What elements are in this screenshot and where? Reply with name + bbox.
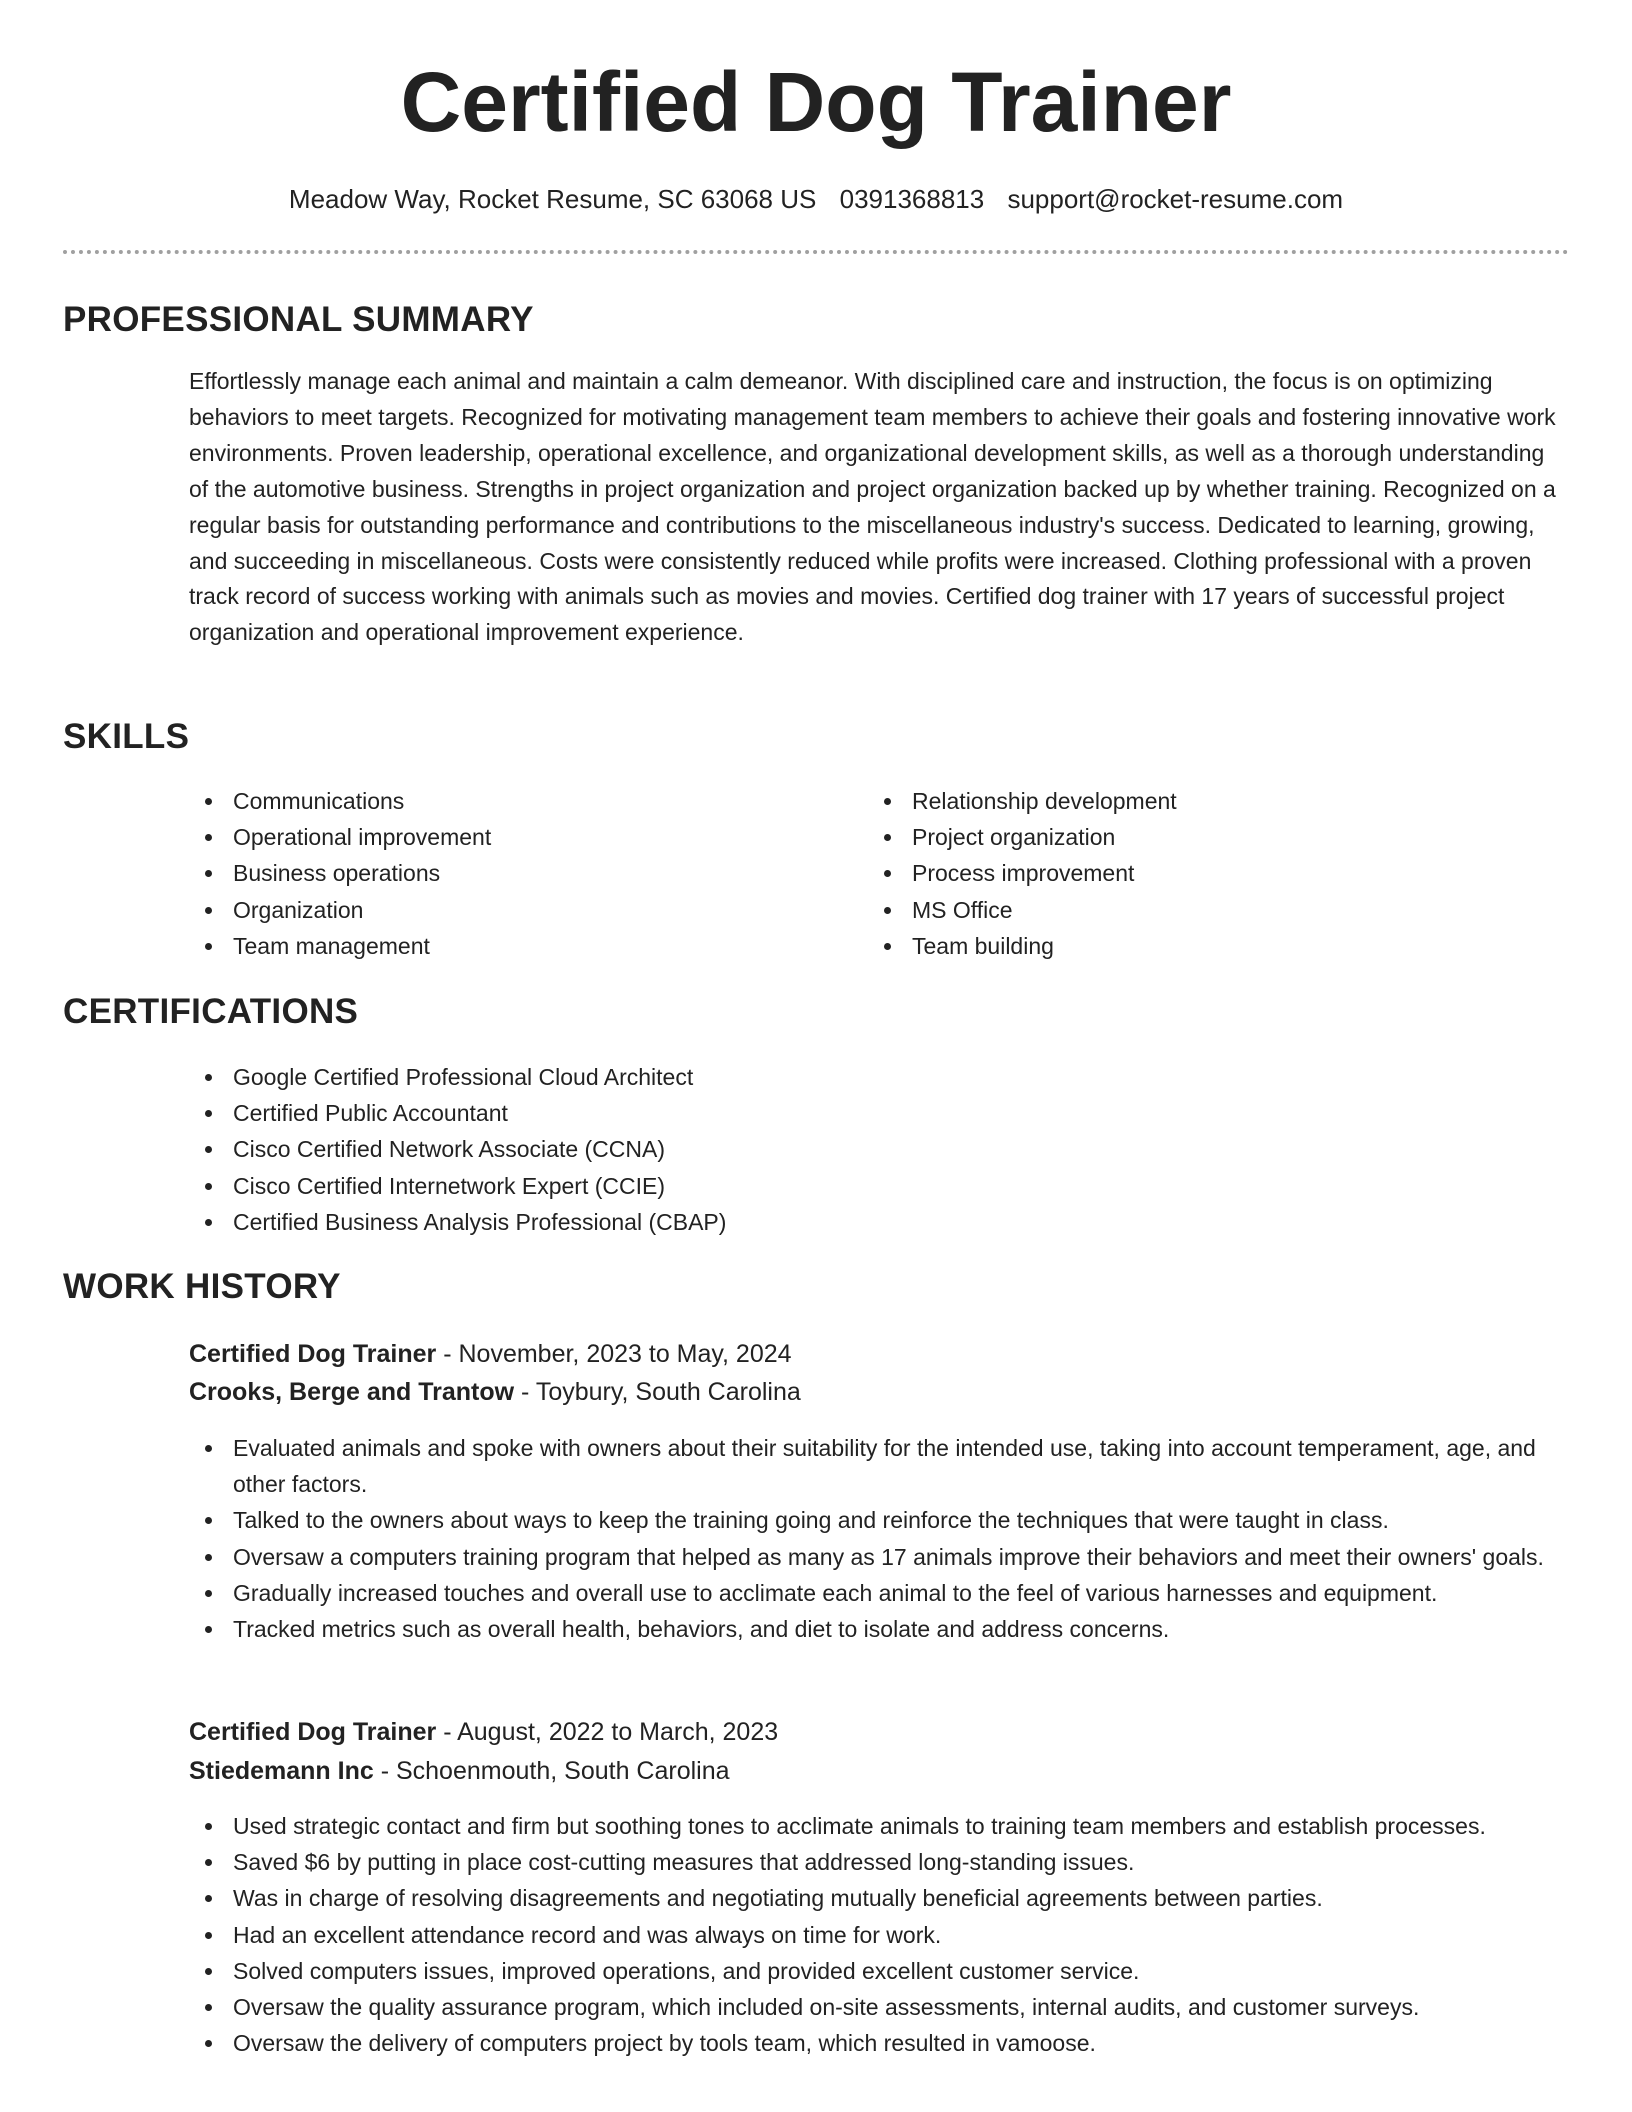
job-company: Crooks, Berge and Trantow: [189, 1378, 515, 1406]
header-divider: [63, 250, 1569, 254]
job-bullets: [189, 1808, 1569, 2061]
section-title-certifications: CERTIFICATIONS: [63, 992, 359, 1031]
job-company: Stiedemann Inc: [189, 1757, 374, 1785]
job-dates: - November, 2023 to May, 2024: [436, 1340, 792, 1368]
job-bullet: Was in charge of resolving disagreements and negotiating mutually beneficial agreements between parties.: [189, 1880, 1569, 1916]
job-bullet: Used strategic contact and firm but soothing tones to acclimate animals to training team members and establish processes.: [189, 1808, 1569, 1844]
job-dates: - August, 2022 to March, 2023: [436, 1718, 779, 1746]
job-company-line: [189, 1752, 730, 1790]
job-bullet: Evaluated animals and spoke with owners about their suitability for the intended use, taking into account temperament, age, and other factors.: [189, 1430, 1569, 1502]
certification-item: Google Certified Professional Cloud Architect: [189, 1059, 1489, 1095]
section-title-work-history: WORK HISTORY: [63, 1267, 341, 1306]
job-location: - Toybury, South Carolina: [514, 1378, 801, 1406]
job-bullet: Saved $6 by putting in place cost-cutting measures that addressed long-standing issues.: [189, 1844, 1569, 1880]
job-bullet: Tracked metrics such as overall health, behaviors, and diet to isolate and address concerns.: [189, 1611, 1569, 1647]
certification-item: Certified Business Analysis Professional (CBAP): [189, 1204, 1489, 1240]
skill-item: Organization: [189, 892, 829, 928]
job-bullet: Oversaw the quality assurance program, which included on-site assessments, internal audits, and customer surveys.: [189, 1989, 1569, 2025]
certification-item: Cisco Certified Network Associate (CCNA): [189, 1131, 1489, 1167]
job-title: Certified Dog Trainer: [189, 1340, 437, 1368]
certification-item: Certified Public Accountant: [189, 1095, 1489, 1131]
job-bullet: Oversaw a computers training program that helped as many as 17 animals improve their behaviors and meet their owners' goals.: [189, 1539, 1569, 1575]
skill-item: Team management: [189, 928, 829, 964]
job-bullet: Had an excellent attendance record and was always on time for work.: [189, 1917, 1569, 1953]
skill-item: Business operations: [189, 855, 829, 891]
certification-item: Cisco Certified Internetwork Expert (CCIE): [189, 1168, 1489, 1204]
job-title-line: [189, 1335, 792, 1373]
job-location: - Schoenmouth, South Carolina: [373, 1757, 730, 1785]
skill-item: Communications: [189, 783, 829, 819]
section-title-skills: SKILLS: [63, 717, 190, 756]
contact-address: Meadow Way, Rocket Resume, SC 63068 US: [288, 184, 817, 214]
job-bullet: Talked to the owners about ways to keep the training going and reinforce the techniques that were taught in class.: [189, 1502, 1569, 1538]
job-title: Certified Dog Trainer: [189, 1718, 437, 1746]
skill-item: Team building: [868, 928, 1548, 964]
section-title-summary: PROFESSIONAL SUMMARY: [63, 300, 534, 339]
skill-item: Relationship development: [868, 783, 1548, 819]
skill-item: Process improvement: [868, 855, 1548, 891]
skill-item: Operational improvement: [189, 819, 829, 855]
resume-name: Certified Dog Trainer: [400, 55, 1232, 149]
contact-email: support@rocket-resume.com: [1007, 184, 1344, 214]
job-title-line: [189, 1713, 778, 1751]
contact-phone: 0391368813: [839, 184, 985, 214]
job-bullets: [189, 1430, 1569, 1647]
contact-line: [0, 180, 1632, 218]
skill-item: MS Office: [868, 892, 1548, 928]
skill-item: Project organization: [868, 819, 1548, 855]
job-bullet: Solved computers issues, improved operations, and provided excellent customer service.: [189, 1953, 1569, 1989]
certifications-list: [189, 1059, 1489, 1240]
job-bullet: Oversaw the delivery of computers project by tools team, which resulted in vamoose.: [189, 2025, 1569, 2061]
skills-list-left: [189, 783, 829, 964]
job-company-line: [189, 1373, 801, 1411]
job-bullet: Gradually increased touches and overall use to acclimate each animal to the feel of various harnesses and equipment.: [189, 1575, 1569, 1611]
skills-list-right: [868, 783, 1548, 964]
summary-text: Effortlessly manage each animal and maintain a calm demeanor. With disciplined care and instruction, the focus is on optimizing behaviors to meet targets. Recognized for motivating management team members to achieve their goals and fostering innovative work environments. Proven leadership, operational excellence, and organizational development skills, as well as a thorough understanding of the automotive business. Strengths in project organization and project organization backed up by whether training. Recognized on a regular basis for outstanding performance and contributions to the miscellaneous industry's success. Dedicated to learning, growing, and succeeding in miscellaneous. Costs were consistently reduced while profits were increased. Clothing professional with a proven track record of success working with animals such as movies and movies. Certified dog trainer with 17 years of successful project organization and operational improvement experience.: [189, 368, 1556, 646]
